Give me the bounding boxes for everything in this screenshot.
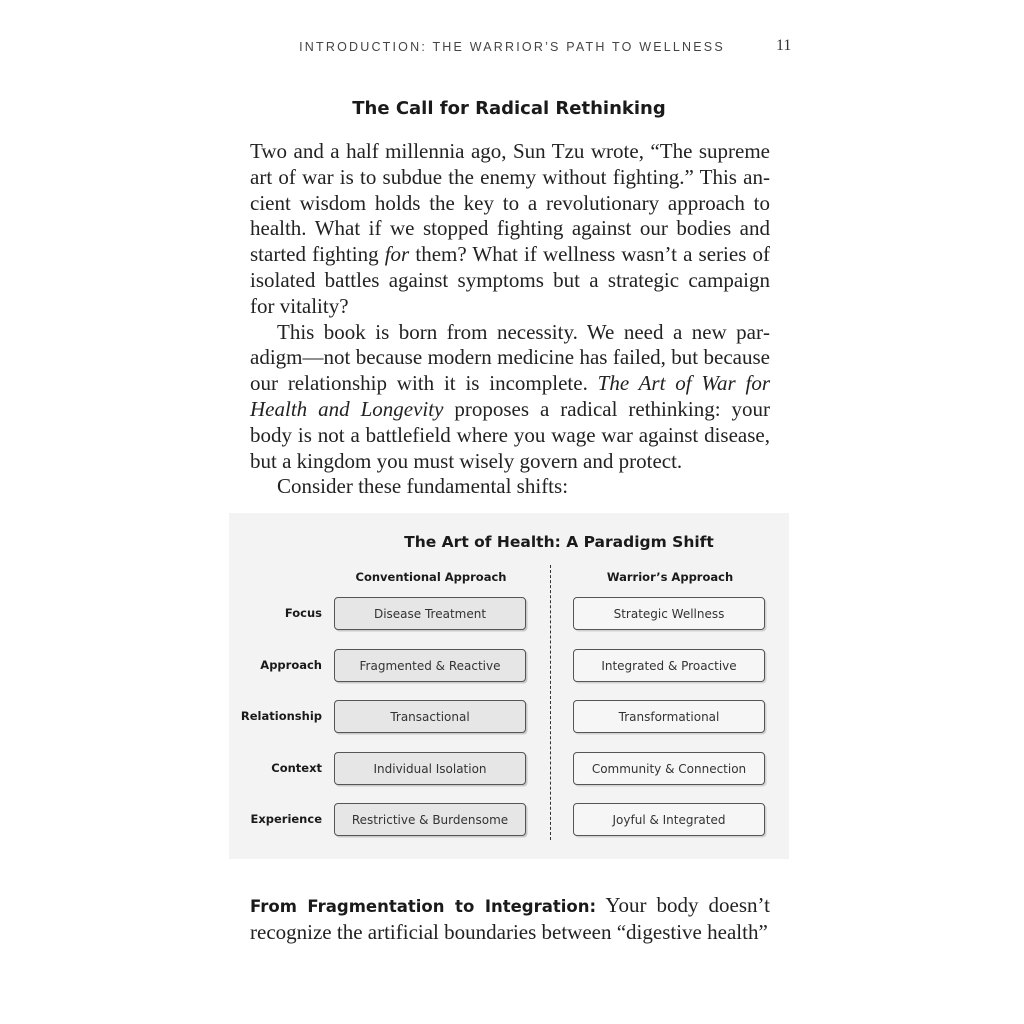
- cell-warrior-approach: Integrated & Proactive: [573, 649, 765, 682]
- row-label-relationship: Relationship: [240, 709, 322, 723]
- paragraph-2: [250, 320, 770, 475]
- row-label-context: Context: [271, 761, 322, 775]
- paradigm-shift-figure: [229, 513, 789, 859]
- body-text: [250, 139, 770, 500]
- cell-conventional-relationship: Transactional: [334, 700, 526, 733]
- paragraph-2-text-a: This book is born from necessity. We need a new paradigm—not because modern medicine has failed, but because our relationship with it is incomplete.: [250, 319, 770, 396]
- run-in-heading: From Fragmentation to Integration:: [250, 897, 597, 916]
- column-header-warrior: Warrior’s Approach: [606, 570, 734, 584]
- cell-warrior-context: Community & Connection: [573, 752, 765, 785]
- cell-conventional-experience: Restrictive & Burdensome: [334, 803, 526, 836]
- cell-conventional-focus: Disease Treatment: [334, 597, 526, 630]
- cell-conventional-context: Individual Isolation: [334, 752, 526, 785]
- cell-warrior-experience: Joyful & Integrated: [573, 803, 765, 836]
- paragraph-1-text-b: them? What if wellness wasn’t a series of isolated battles against symptoms but a strategic campaign for vitality?: [250, 242, 770, 318]
- section-heading: The Call for Radical Rethinking: [352, 98, 666, 119]
- paragraph-1-text-a: Two and a half millennia ago, Sun Tzu wrote, “The supreme art of war is to subdue the enemy without fighting.” This ancient wisdom holds the key to a revolutionary approach to health. What if we stopped fighting against our bodies and started fighting: [250, 139, 770, 267]
- column-divider: [550, 565, 551, 840]
- paragraph-1-emphasis: for: [384, 242, 410, 267]
- paragraph-4-text: Your body doesn’t recognize the artificial boundaries between “digestive health”: [250, 893, 771, 944]
- paragraph-2-text-b: proposes a radical rethinking: your body is not a battlefield where you wage war against disease, but a kingdom you must wisely govern and protect.: [250, 396, 770, 473]
- row-label-approach: Approach: [260, 658, 322, 672]
- column-header-conventional: Conventional Approach: [355, 570, 507, 584]
- figure-title: The Art of Health: A Paradigm Shift: [404, 533, 714, 551]
- cell-conventional-approach: Fragmented & Reactive: [334, 649, 526, 682]
- cell-warrior-relationship: Transformational: [573, 700, 765, 733]
- page-number: 11: [776, 37, 792, 54]
- row-label-experience: Experience: [250, 812, 322, 826]
- row-label-focus: Focus: [284, 606, 322, 620]
- paragraph-1: [250, 139, 770, 320]
- cell-warrior-focus: Strategic Wellness: [573, 597, 765, 630]
- book-title: The Art of War for Health and Longevity: [250, 371, 770, 421]
- running-head: INTRODUCTION: THE WARRIOR’S PATH TO WELLNESS: [299, 40, 725, 54]
- paragraph-4: [250, 893, 770, 946]
- paragraph-3: Consider these fundamental shifts:: [277, 474, 569, 499]
